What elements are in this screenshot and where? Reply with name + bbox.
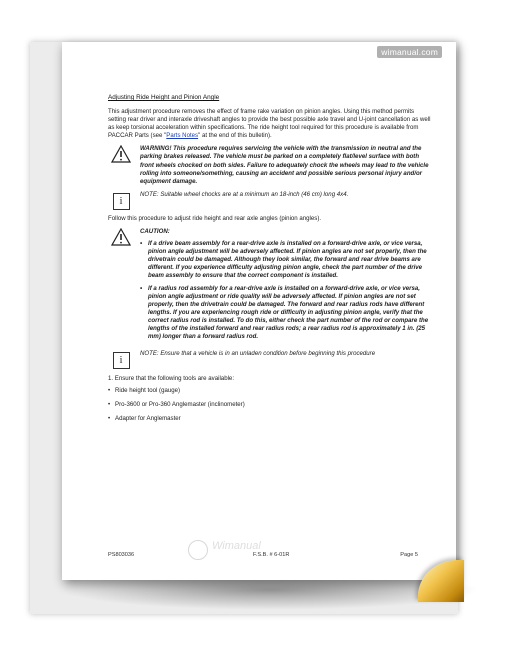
note-text-1: NOTE: Suitable wheel chocks are at a minimum an 18-inch (46 cm) long 4x4. bbox=[140, 190, 349, 198]
step-1: 1. Ensure that the following tools are available: bbox=[108, 375, 235, 383]
caution-item: • If a radius rod assembly for a rear-drive axle is installed on a forward-drive axle, or vice versa, pinion angle adjustment or ride quality will be adversely affected. If pinion angles are not set properly, then the drivetrain could be damaged. The forward and rear radius rods have different lengths. If you are experiencing rough ride or difficulty in adjusting pinion angle, verify that the correct radius rod is installed. To do this, either check the part number of the rod or compare the lengths of the installed forward and rear radius rods; a rear radius rod is approximately 1 in. (25 mm) longer than a forward radius rod. bbox=[140, 284, 429, 341]
tool-item: • Ride height tool (gauge) bbox=[108, 387, 181, 395]
caution-title: CAUTION: bbox=[140, 227, 170, 235]
info-icon: i bbox=[113, 352, 130, 369]
follow-text: Follow this procedure to adjust ride height and rear axle angles (pinion angles). bbox=[108, 214, 322, 222]
watermark-top: wimanual.com bbox=[377, 46, 442, 58]
caution-list bbox=[140, 240, 433, 341]
caution-item: • If a drive beam assembly for a rear-drive axle is installed on a forward-drive axle, or vice versa, pinion angle adjustment will be adversely affected. If pinion angles are not set properly, then the drivetrain could be damaged. Although they look similar, the forward and rear drive beams are different. If you experience difficulty adjusting pinion angle, check the part number of the drive beam assembly to ensure that the correct component is installed. bbox=[140, 240, 427, 280]
intro-text-before: This adjustment procedure removes the effect of frame rake variation on pinion angles. Using this method permits setting rear driver and interaxle driveshaft angles to provide the best possible axle travel and U-joint cancellation as well as keep torsional acceleration within specifications. The ride height tool required for this procedure is available from PACCAR Parts (see " bbox=[108, 108, 431, 140]
footer-doc-number: PS803036 bbox=[108, 552, 135, 558]
note-block-1 bbox=[108, 191, 433, 210]
warning-block bbox=[108, 145, 433, 185]
tool-item-text: Pro-3600 or Pro-360 Anglemaster (inclinometer) bbox=[115, 401, 245, 409]
tools-list bbox=[108, 387, 433, 423]
caution-content bbox=[134, 228, 433, 345]
warning-icon bbox=[108, 145, 134, 163]
intro-text-after: " at the end of this bulletin). bbox=[198, 132, 272, 140]
caution-item-text: If a drive beam assembly for a rear-drive axle is installed on a forward-drive axle, or vice versa, pinion angle adjustment will be adversely affected. If pinion angles are not set properly, then the drivetrain could be damaged. Although they look similar, the forward and rear drive beams are different. If you experience difficulty adjusting pinion angle, check the part number of the drive beam assembly to ensure that the correct component is installed. bbox=[148, 240, 427, 280]
document-page bbox=[62, 42, 456, 580]
tool-item: • Adapter for Anglemaster bbox=[108, 415, 181, 423]
warning-text: WARNING! This procedure requires servicing the vehicle with the transmission in neutral and the parking brakes released. The vehicle must be parked on a completely flat/level surface with both front wheels chocked on both sides. Failure to adequately chock the wheels may lead to the vehicle rolling into someone/something, causing an accident and possible serious personal injury and/or equipment damage. bbox=[140, 145, 429, 185]
footer-bulletin-number: F.S.B. # 6-01R bbox=[253, 552, 290, 558]
tool-item-text: Ride height tool (gauge) bbox=[115, 387, 181, 395]
tool-item: • Pro-3600 or Pro-360 Anglemaster (inclinometer) bbox=[108, 401, 245, 409]
page-content bbox=[108, 94, 433, 430]
note-block-2 bbox=[108, 350, 433, 369]
footer-page-number: Page 5 bbox=[400, 552, 418, 558]
watermark-center: Wimanual bbox=[212, 540, 261, 552]
tool-item-text: Adapter for Anglemaster bbox=[115, 415, 181, 423]
parts-notes-link[interactable]: Parts Notes bbox=[166, 132, 199, 140]
section-heading: Adjusting Ride Height and Pinion Angle bbox=[108, 94, 220, 101]
caution-icon bbox=[108, 228, 134, 246]
intro-paragraph bbox=[108, 108, 433, 140]
page-footer bbox=[108, 552, 436, 564]
info-icon: i bbox=[113, 193, 130, 210]
note-text-2: NOTE: Ensure that a vehicle is in an unladen condition before beginning this procedure bbox=[140, 350, 376, 358]
caution-item-text: If a radius rod assembly for a rear-drive axle is installed on a forward-drive axle, or vice versa, pinion angle adjustment or ride quality will be adversely affected. If pinion angles are not set properly, then the drivetrain could be damaged. The forward and rear radius rods have different lengths. If you are experiencing rough ride or difficulty in adjusting pinion angle, verify that the correct radius rod is installed. To do this, either check the part number of the rod or compare the lengths of the installed forward and rear radius rods; a rear radius rod is approximately 1 in. (25 mm) longer than a forward radius rod. bbox=[148, 284, 429, 341]
caution-block bbox=[108, 228, 433, 345]
